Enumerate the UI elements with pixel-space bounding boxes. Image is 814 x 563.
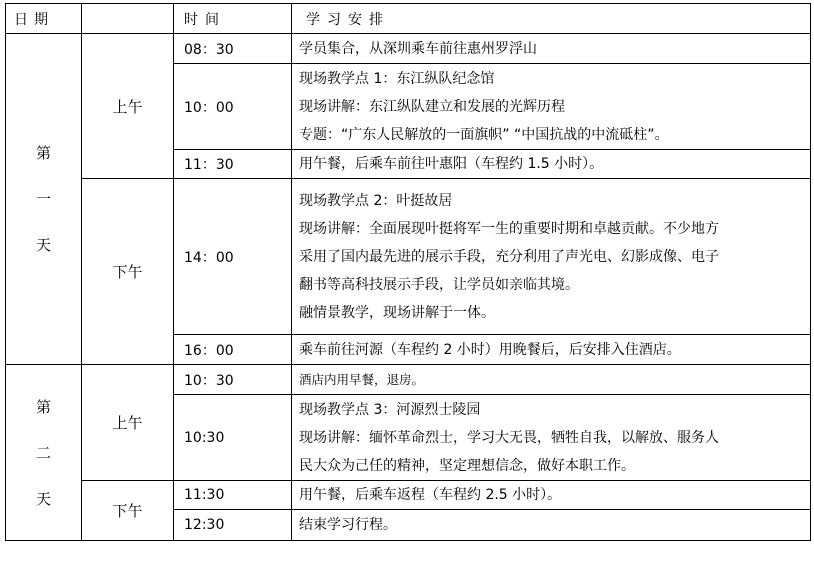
- plan-cell: 现场教学点 1：东江纵队纪念馆 现场讲解：东江纵队建立和发展的光辉历程 专题：“广东人民解放的一面旗帜” “中国抗战的中流砥柱”。: [292, 64, 811, 150]
- plan-cell: 现场教学点 2：叶挺故居 现场讲解：全面展现叶挺将军一生的重要时期和卓越贡献。不少地方 采用了国内最先进的展示手段，充分利用了声光电、幻影成像、电子 翻书等高科技展示手段，让学员如亲临其境。 融情景教学，现场讲解于一体。: [292, 179, 811, 335]
- header-row: [6, 4, 811, 34]
- time-cell: 08：30: [174, 34, 292, 64]
- plan-cell: 用午餐，后乘车返程（车程约 2.5 小时）。: [292, 481, 811, 510]
- table-row: [6, 179, 811, 335]
- time-cell: 14：00: [174, 179, 292, 335]
- plan-cell: 乘车前往河源（车程约 2 小时）用晚餐后，后安排入住酒店。: [292, 335, 811, 365]
- time-cell: 11:30: [174, 481, 292, 510]
- table-row: [6, 481, 811, 510]
- plan-cell: 现场教学点 3：河源烈士陵园 现场讲解：缅怀革命烈士，学习大无畏，牺牲自我，以解放、服务人 民大众为己任的精神，坚定理想信念，做好本职工作。: [292, 395, 811, 481]
- time-cell: 10:30: [174, 395, 292, 481]
- header-plan: 学习安排: [292, 4, 811, 34]
- plan-cell: 酒店内用早餐，退房。: [292, 365, 811, 395]
- half-label-afternoon: 下午: [82, 481, 174, 541]
- time-cell: 10：00: [174, 64, 292, 150]
- half-label-morning: 上午: [82, 365, 174, 481]
- header-time: 时间: [174, 4, 292, 34]
- header-blank: [82, 4, 174, 34]
- plan-cell: 学员集合，从深圳乘车前往惠州罗浮山: [292, 34, 811, 64]
- time-cell: 10：30: [174, 365, 292, 395]
- day-label-2: 第 二 天: [6, 365, 82, 541]
- header-date: 日期: [6, 4, 82, 34]
- day-label-1: 第 一 天: [6, 34, 82, 365]
- half-label-morning: 上午: [82, 34, 174, 179]
- schedule-table: [5, 3, 811, 541]
- time-cell: 16：00: [174, 335, 292, 365]
- plan-cell: 用午餐，后乘车前往叶惠阳（车程约 1.5 小时）。: [292, 150, 811, 179]
- table-row: [6, 365, 811, 395]
- plan-cell: 结束学习行程。: [292, 510, 811, 541]
- half-label-afternoon: 下午: [82, 179, 174, 365]
- table-row: [6, 34, 811, 64]
- time-cell: 11：30: [174, 150, 292, 179]
- time-cell: 12:30: [174, 510, 292, 541]
